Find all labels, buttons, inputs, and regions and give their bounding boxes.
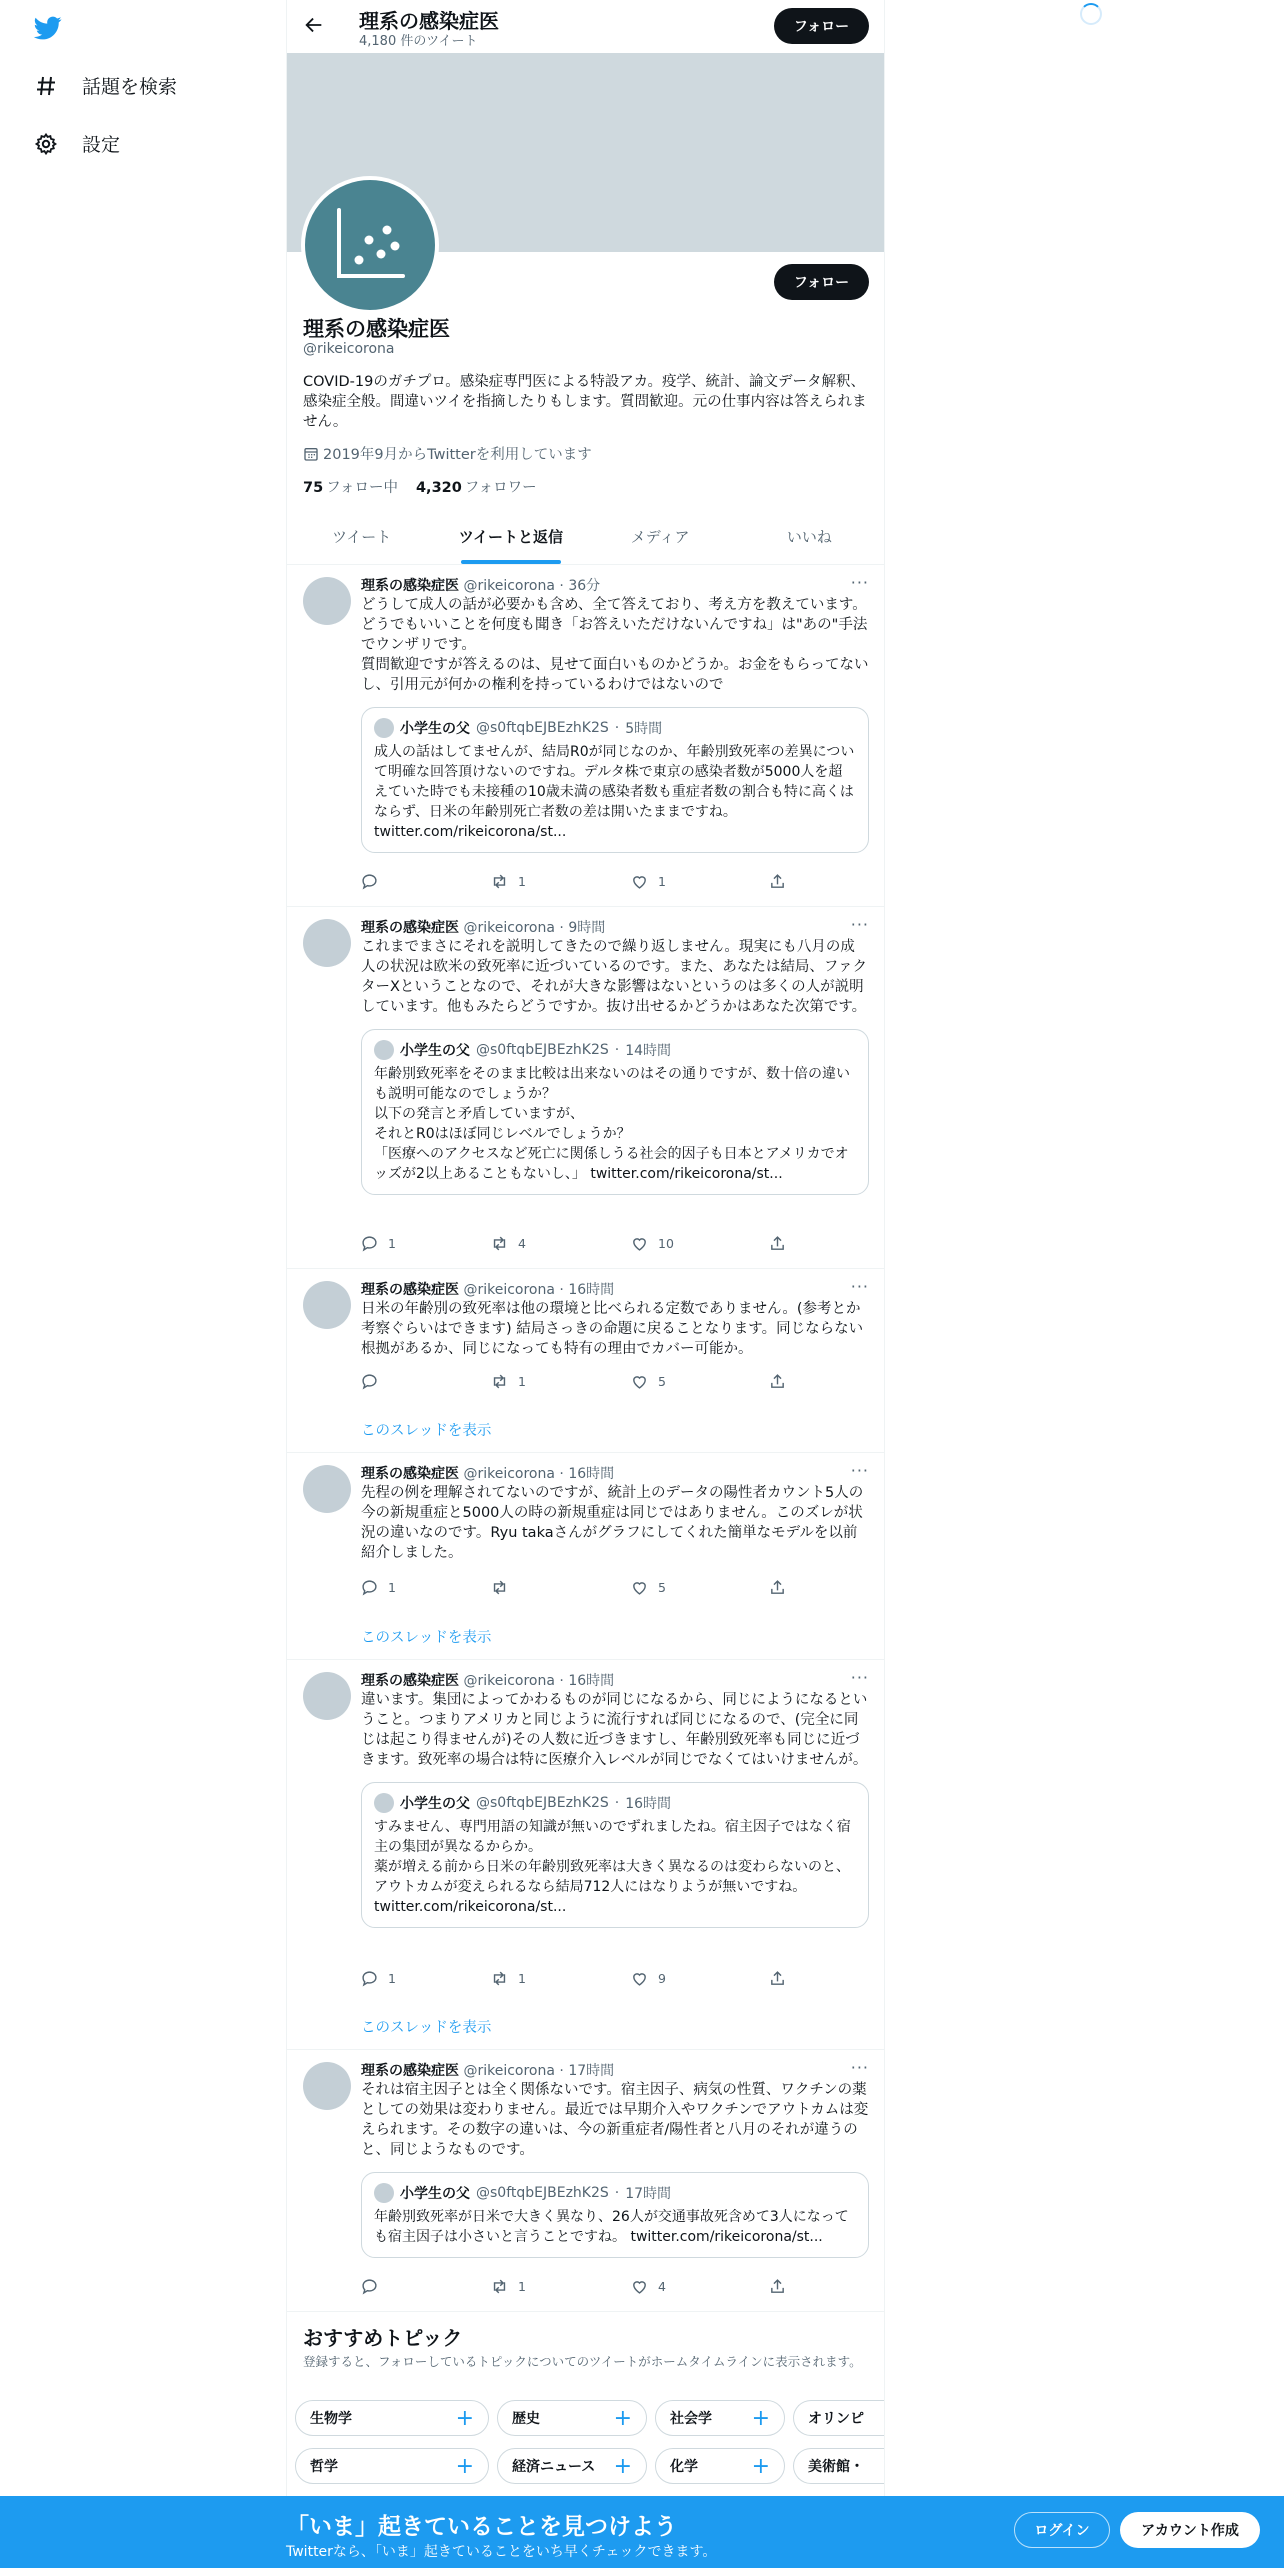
reply-icon bbox=[361, 873, 378, 890]
reply-button[interactable] bbox=[361, 2278, 388, 2295]
plus-icon: + bbox=[613, 2405, 632, 2431]
tweet-time[interactable]: 9時間 bbox=[568, 920, 606, 936]
share-button[interactable] bbox=[769, 873, 786, 890]
quoted-tweet-header: 小学生の父 @s0ftqbEJBEzhK2S · 16時間 bbox=[374, 1793, 856, 1813]
quoted-tweet-text: すみません、専門用語の知識が無いのでずれましたね。宿主因子ではなく宿主の集団が異なるからか。 薬が増える前から日米の年齢別致死率は大きく異なるのは変わらないのと、アウトカムが変えられるなら結局712人にはなりようが無いですね。 twitter.com/rikeicorona/st... bbox=[374, 1819, 851, 1915]
like-button[interactable]: 5 bbox=[631, 1373, 666, 1390]
tweet-text: 日米の年齢別の致死率は他の環境と比べられる定数でありません。(参考とか考察ぐらいはできます) 結局さっきの命題に戻ることなります。同じならない根拠があるか、同じになっても特有の理由でカバー可能か。 bbox=[361, 1301, 864, 1357]
tweet-time[interactable]: 16時間 bbox=[568, 1673, 615, 1689]
retweet-button[interactable]: 1 bbox=[491, 1373, 526, 1390]
tweet-time[interactable]: 17時間 bbox=[568, 2063, 615, 2079]
nav-settings-label: 設定 bbox=[82, 134, 121, 156]
share-icon bbox=[769, 1235, 786, 1252]
heart-icon bbox=[631, 2278, 648, 2295]
avatar bbox=[374, 1040, 394, 1060]
topic-chip[interactable]: 哲学 + bbox=[295, 2448, 489, 2484]
tweet-text: それは宿主因子とは全く関係ないです。宿主因子、病気の性質、ワクチンの薬としての効果は変わりません。最近では早期介入やワクチンでアウトカムは変えられます。その数字の違いは、今の新重症者/陽性者と八月のそれが違うのと、同じようなものです。 bbox=[361, 2082, 869, 2158]
like-button[interactable]: 1 bbox=[631, 873, 666, 890]
reply-icon bbox=[361, 1970, 378, 1987]
plus-icon: + bbox=[455, 2405, 474, 2431]
signup-prompt-subtitle: Twitterなら、「いま」起きていることをいち早くチェックできます。 bbox=[286, 2544, 717, 2560]
following-link[interactable]: 75 フォロー中 bbox=[303, 480, 398, 496]
show-thread-link[interactable]: このスレッドを表示 bbox=[361, 2020, 492, 2036]
like-button[interactable]: 5 bbox=[631, 1579, 666, 1596]
heart-icon bbox=[631, 1579, 648, 1596]
tweet-time[interactable]: 16時間 bbox=[568, 1466, 615, 1482]
left-navigation bbox=[0, 0, 286, 2568]
retweet-button[interactable]: 4 bbox=[491, 1235, 526, 1252]
more-options-icon[interactable]: ··· bbox=[850, 573, 869, 592]
reply-button[interactable]: 1 bbox=[361, 1235, 396, 1252]
profile-follow-button[interactable]: フォロー bbox=[774, 264, 869, 300]
quoted-tweet[interactable] bbox=[361, 707, 869, 853]
more-options-icon[interactable]: ··· bbox=[850, 915, 869, 934]
reply-button[interactable] bbox=[361, 1373, 388, 1390]
signup-prompt-title: 「いま」起きていることを見つけよう bbox=[286, 2514, 677, 2540]
share-button[interactable] bbox=[769, 1235, 786, 1252]
profile-name: 理系の感染症医 bbox=[303, 317, 450, 341]
header-name: 理系の感染症医 bbox=[359, 9, 499, 33]
quoted-tweet-header: 小学生の父 @s0ftqbEJBEzhK2S · 14時間 bbox=[374, 1040, 856, 1060]
heart-icon bbox=[631, 873, 648, 890]
share-button[interactable] bbox=[769, 2278, 786, 2295]
more-options-icon[interactable]: ··· bbox=[850, 1668, 869, 1687]
tweet-actions bbox=[361, 1373, 791, 1393]
tweet-text: これまでまさにそれを説明してきたので繰り返しません。現実にも八月の成人の状況は欧米の致死率に近づいているのです。また、あなたは結局、ファクターXということなので、それが大きな影響はないというのは多くの人が説明しています。他もみたらどうですか。抜け出せるかどうかはあなた次第です。 bbox=[361, 939, 868, 1015]
tweet-header: 理系の感染症医 @rikeicorona · 17時間 bbox=[361, 2063, 615, 2079]
tab-tweets-and-replies[interactable]: ツイートと返信 bbox=[436, 512, 585, 564]
follow-stats bbox=[303, 476, 537, 497]
avatar[interactable] bbox=[303, 577, 351, 625]
quoted-tweet[interactable] bbox=[361, 2172, 869, 2258]
topics-title: おすすめトピック bbox=[303, 2326, 463, 2350]
reply-icon bbox=[361, 1235, 378, 1252]
tab-media[interactable]: メディア bbox=[630, 528, 690, 546]
topic-chip[interactable]: 歴史 + bbox=[497, 2400, 647, 2436]
share-icon bbox=[769, 873, 786, 890]
retweet-button[interactable]: 1 bbox=[491, 1970, 526, 1987]
avatar bbox=[374, 718, 394, 738]
tweet[interactable] bbox=[287, 565, 884, 907]
twitter-logo-icon[interactable] bbox=[32, 14, 64, 42]
avatar bbox=[374, 1793, 394, 1813]
tweet-header: 理系の感染症医 @rikeicorona · 16時間 bbox=[361, 1673, 615, 1689]
quoted-tweet[interactable] bbox=[361, 1029, 869, 1195]
followers-link[interactable]: 4,320 フォロワー bbox=[415, 480, 537, 496]
retweet-icon bbox=[491, 1235, 508, 1252]
reply-button[interactable] bbox=[361, 873, 388, 890]
tweet-header: 理系の感染症医 @rikeicorona · 36分 bbox=[361, 578, 601, 594]
profile-tabs bbox=[287, 512, 884, 565]
heart-icon bbox=[631, 1970, 648, 1987]
tab-tweets[interactable]: ツイート bbox=[331, 528, 392, 546]
reply-button[interactable]: 1 bbox=[361, 1970, 396, 1987]
avatar[interactable] bbox=[303, 1281, 351, 1329]
retweet-icon bbox=[491, 1970, 508, 1987]
tweet-text: 違います。集団によってかわるものが同じになるから、同じにようになるということ。つまりアメリカと同じように流行すれば同じになるので、(完全に同じは起こり得ませんが)その人数に近づきますし、年齢別致死率も同じに近づきます。致死率の場合は特に医療介入レベルが同じでなくてはいけませんが。 bbox=[361, 1692, 868, 1768]
heart-icon bbox=[631, 1235, 648, 1252]
share-icon bbox=[769, 2278, 786, 2295]
avatar bbox=[374, 2183, 394, 2203]
profile-header-bar bbox=[287, 0, 884, 53]
retweet-button[interactable]: 1 bbox=[491, 2278, 526, 2295]
avatar[interactable] bbox=[303, 2062, 351, 2110]
share-button[interactable] bbox=[769, 1970, 786, 1987]
nav-explore[interactable] bbox=[34, 72, 177, 99]
tweet-body bbox=[361, 1279, 869, 1359]
joined-label: 2019年9月からTwitterを利用しています bbox=[323, 447, 592, 463]
like-button[interactable]: 9 bbox=[631, 1970, 666, 1987]
nav-settings[interactable] bbox=[34, 130, 120, 157]
topics-subtitle: 登録すると、フォローしているトピックについてのツイートがホームタイムラインに表示されます。 bbox=[303, 2354, 862, 2369]
tweet-body bbox=[361, 917, 869, 1195]
recommended-topics bbox=[287, 2312, 884, 2492]
quoted-tweet-header: 小学生の父 @s0ftqbEJBEzhK2S · 5時間 bbox=[374, 718, 856, 738]
tweet-header: 理系の感染症医 @rikeicorona · 16時間 bbox=[361, 1282, 615, 1298]
retweet-button[interactable]: 1 bbox=[491, 873, 526, 890]
share-button[interactable] bbox=[769, 1373, 786, 1390]
tab-likes[interactable]: いいね bbox=[786, 528, 832, 546]
retweet-icon bbox=[491, 873, 508, 890]
signup-button[interactable]: アカウント作成 bbox=[1120, 2512, 1260, 2548]
share-icon bbox=[769, 1970, 786, 1987]
quoted-tweet[interactable] bbox=[361, 1782, 869, 1928]
topic-chip[interactable]: 美術館・ bbox=[793, 2448, 884, 2484]
retweet-icon bbox=[491, 1373, 508, 1390]
like-button[interactable]: 10 bbox=[631, 1235, 674, 1252]
show-thread-link[interactable]: このスレッドを表示 bbox=[361, 1630, 492, 1646]
reply-button[interactable]: 1 bbox=[361, 1579, 396, 1596]
tweet-actions bbox=[361, 1970, 791, 1990]
retweet-button[interactable] bbox=[491, 1579, 518, 1596]
back-arrow-icon[interactable] bbox=[303, 14, 325, 36]
scatter-chart-logo-icon bbox=[305, 180, 435, 310]
reply-icon bbox=[361, 1579, 378, 1596]
plus-icon: + bbox=[613, 2453, 632, 2479]
tweet[interactable] bbox=[287, 907, 884, 1269]
tweet[interactable] bbox=[287, 2050, 884, 2312]
nav-explore-label: 話題を検索 bbox=[82, 76, 178, 98]
tweet-time[interactable]: 16時間 bbox=[568, 1282, 615, 1298]
share-icon bbox=[769, 1579, 786, 1596]
quoted-tweet-header: 小学生の父 @s0ftqbEJBEzhK2S · 17時間 bbox=[374, 2183, 856, 2203]
gear-icon bbox=[34, 132, 58, 156]
tweet-body bbox=[361, 1670, 869, 1928]
plus-icon: + bbox=[455, 2453, 474, 2479]
more-options-icon[interactable]: ··· bbox=[850, 1277, 869, 1296]
quoted-tweet-text: 年齢別致死率をそのまま比較は出来ないのはその通りですが、数十倍の違いも説明可能なのでしょうか？ 以下の発言と矛盾していますが、 それとR0はほぼ同じレベルでしょうか？ 「医療へのアクセスなど死亡に関係しうる社会的因子も日本とアメリカでオッズが2以上あることもないし、」 twitter.com/rikeicorona/st... bbox=[374, 1066, 850, 1182]
tweet-actions bbox=[361, 873, 791, 893]
tweet-header: 理系の感染症医 @rikeicorona · 9時間 bbox=[361, 920, 606, 936]
tweet-time[interactable]: 36分 bbox=[568, 578, 601, 594]
tweet-actions bbox=[361, 1235, 791, 1255]
header-tweet-count: 4,180 件のツイート bbox=[359, 34, 478, 49]
tweet-text: 先程の例を理解されてないのですが、統計上のデータの陽性者カウント5人の今の新規重症と5000人の時の新規重症は同じではありません。このズレが状況の違いなのです。Ryu takaさんがグラフにしてくれた簡単なモデルを以前紹介しました。 bbox=[361, 1485, 864, 1561]
loading-spinner-icon bbox=[1080, 3, 1102, 25]
calendar-icon bbox=[303, 446, 319, 462]
like-button[interactable]: 4 bbox=[631, 2278, 666, 2295]
quoted-tweet-text: 年齢別致死率が日米で大きく異なり、26人が交通事故死含めて3人になっても宿主因子は小さいと言うことですね。 twitter.com/rikeicorona/st... bbox=[374, 2209, 849, 2245]
avatar[interactable] bbox=[303, 1672, 351, 1720]
tweet-body bbox=[361, 2060, 869, 2258]
reply-icon bbox=[361, 2278, 378, 2295]
header-follow-button[interactable]: フォロー bbox=[774, 8, 869, 44]
profile-column bbox=[286, 0, 885, 2568]
topic-chip[interactable]: 社会学 + bbox=[655, 2400, 785, 2436]
plus-icon: + bbox=[751, 2405, 770, 2431]
retweet-icon bbox=[491, 2278, 508, 2295]
retweet-icon bbox=[491, 1579, 508, 1596]
profile-avatar[interactable] bbox=[301, 176, 439, 314]
tweet[interactable] bbox=[287, 1453, 884, 1660]
more-options-icon[interactable]: ··· bbox=[850, 2058, 869, 2077]
tweet-actions bbox=[361, 1579, 791, 1599]
heart-icon bbox=[631, 1373, 648, 1390]
login-button[interactable]: ログイン bbox=[1014, 2512, 1110, 2548]
tweet[interactable] bbox=[287, 1660, 884, 2050]
tweet-body bbox=[361, 575, 869, 853]
tweet-body bbox=[361, 1463, 869, 1563]
avatar[interactable] bbox=[303, 919, 351, 967]
show-thread-link[interactable]: このスレッドを表示 bbox=[361, 1423, 492, 1439]
share-icon bbox=[769, 1373, 786, 1390]
tweet-header: 理系の感染症医 @rikeicorona · 16時間 bbox=[361, 1466, 615, 1482]
profile-handle: @rikeicorona bbox=[303, 341, 395, 357]
tweet-text: どうして成人の話が必要かも含め、全て答えており、考え方を教えています。どうでもいいことを何度も聞き「お答えいただけないんですね」は"あの"手法でウンザリです。 質問歓迎ですが答えるのは、見せて面白いものかどうか。お金をもらってないし、引用元が何かの権利を持っているわけではないので bbox=[361, 597, 869, 693]
avatar[interactable] bbox=[303, 1465, 351, 1513]
topic-chip[interactable]: 化学 + bbox=[655, 2448, 785, 2484]
tweet[interactable] bbox=[287, 1269, 884, 1453]
reply-icon bbox=[361, 1373, 378, 1390]
signup-prompt-bar bbox=[0, 2496, 1284, 2568]
topic-chip[interactable]: オリンピ bbox=[793, 2400, 884, 2436]
topic-chip[interactable]: 生物学 + bbox=[295, 2400, 489, 2436]
profile-joined-date bbox=[303, 443, 592, 464]
more-options-icon[interactable]: ··· bbox=[850, 1461, 869, 1480]
plus-icon: + bbox=[751, 2453, 770, 2479]
topic-chip[interactable]: 経済ニュース + bbox=[497, 2448, 647, 2484]
share-button[interactable] bbox=[769, 1579, 786, 1596]
tweet-actions bbox=[361, 2278, 791, 2298]
quoted-tweet-text: 成人の話はしてませんが、結局R0が同じなのか、年齢別致死率の差異について明確な回答頂けないのですね。デルタ株で東京の感染者数が5000人を超えていた時でも未接種の10歳未満の感染者数も重症者数の割合も特に高くはならず、日米の年齢別死亡者数の差は開いたままですね。 twitter.com/rikeicorona/st... bbox=[374, 744, 855, 840]
hashtag-icon bbox=[34, 74, 58, 98]
profile-bio: COVID-19のガチプロ。感染症専門医による特設アカ。疫学、統計、論文データ解釈、感染症全般。間違いツイを指摘したりもします。質問歓迎。元の仕事内容は答えられません。 bbox=[303, 374, 867, 430]
